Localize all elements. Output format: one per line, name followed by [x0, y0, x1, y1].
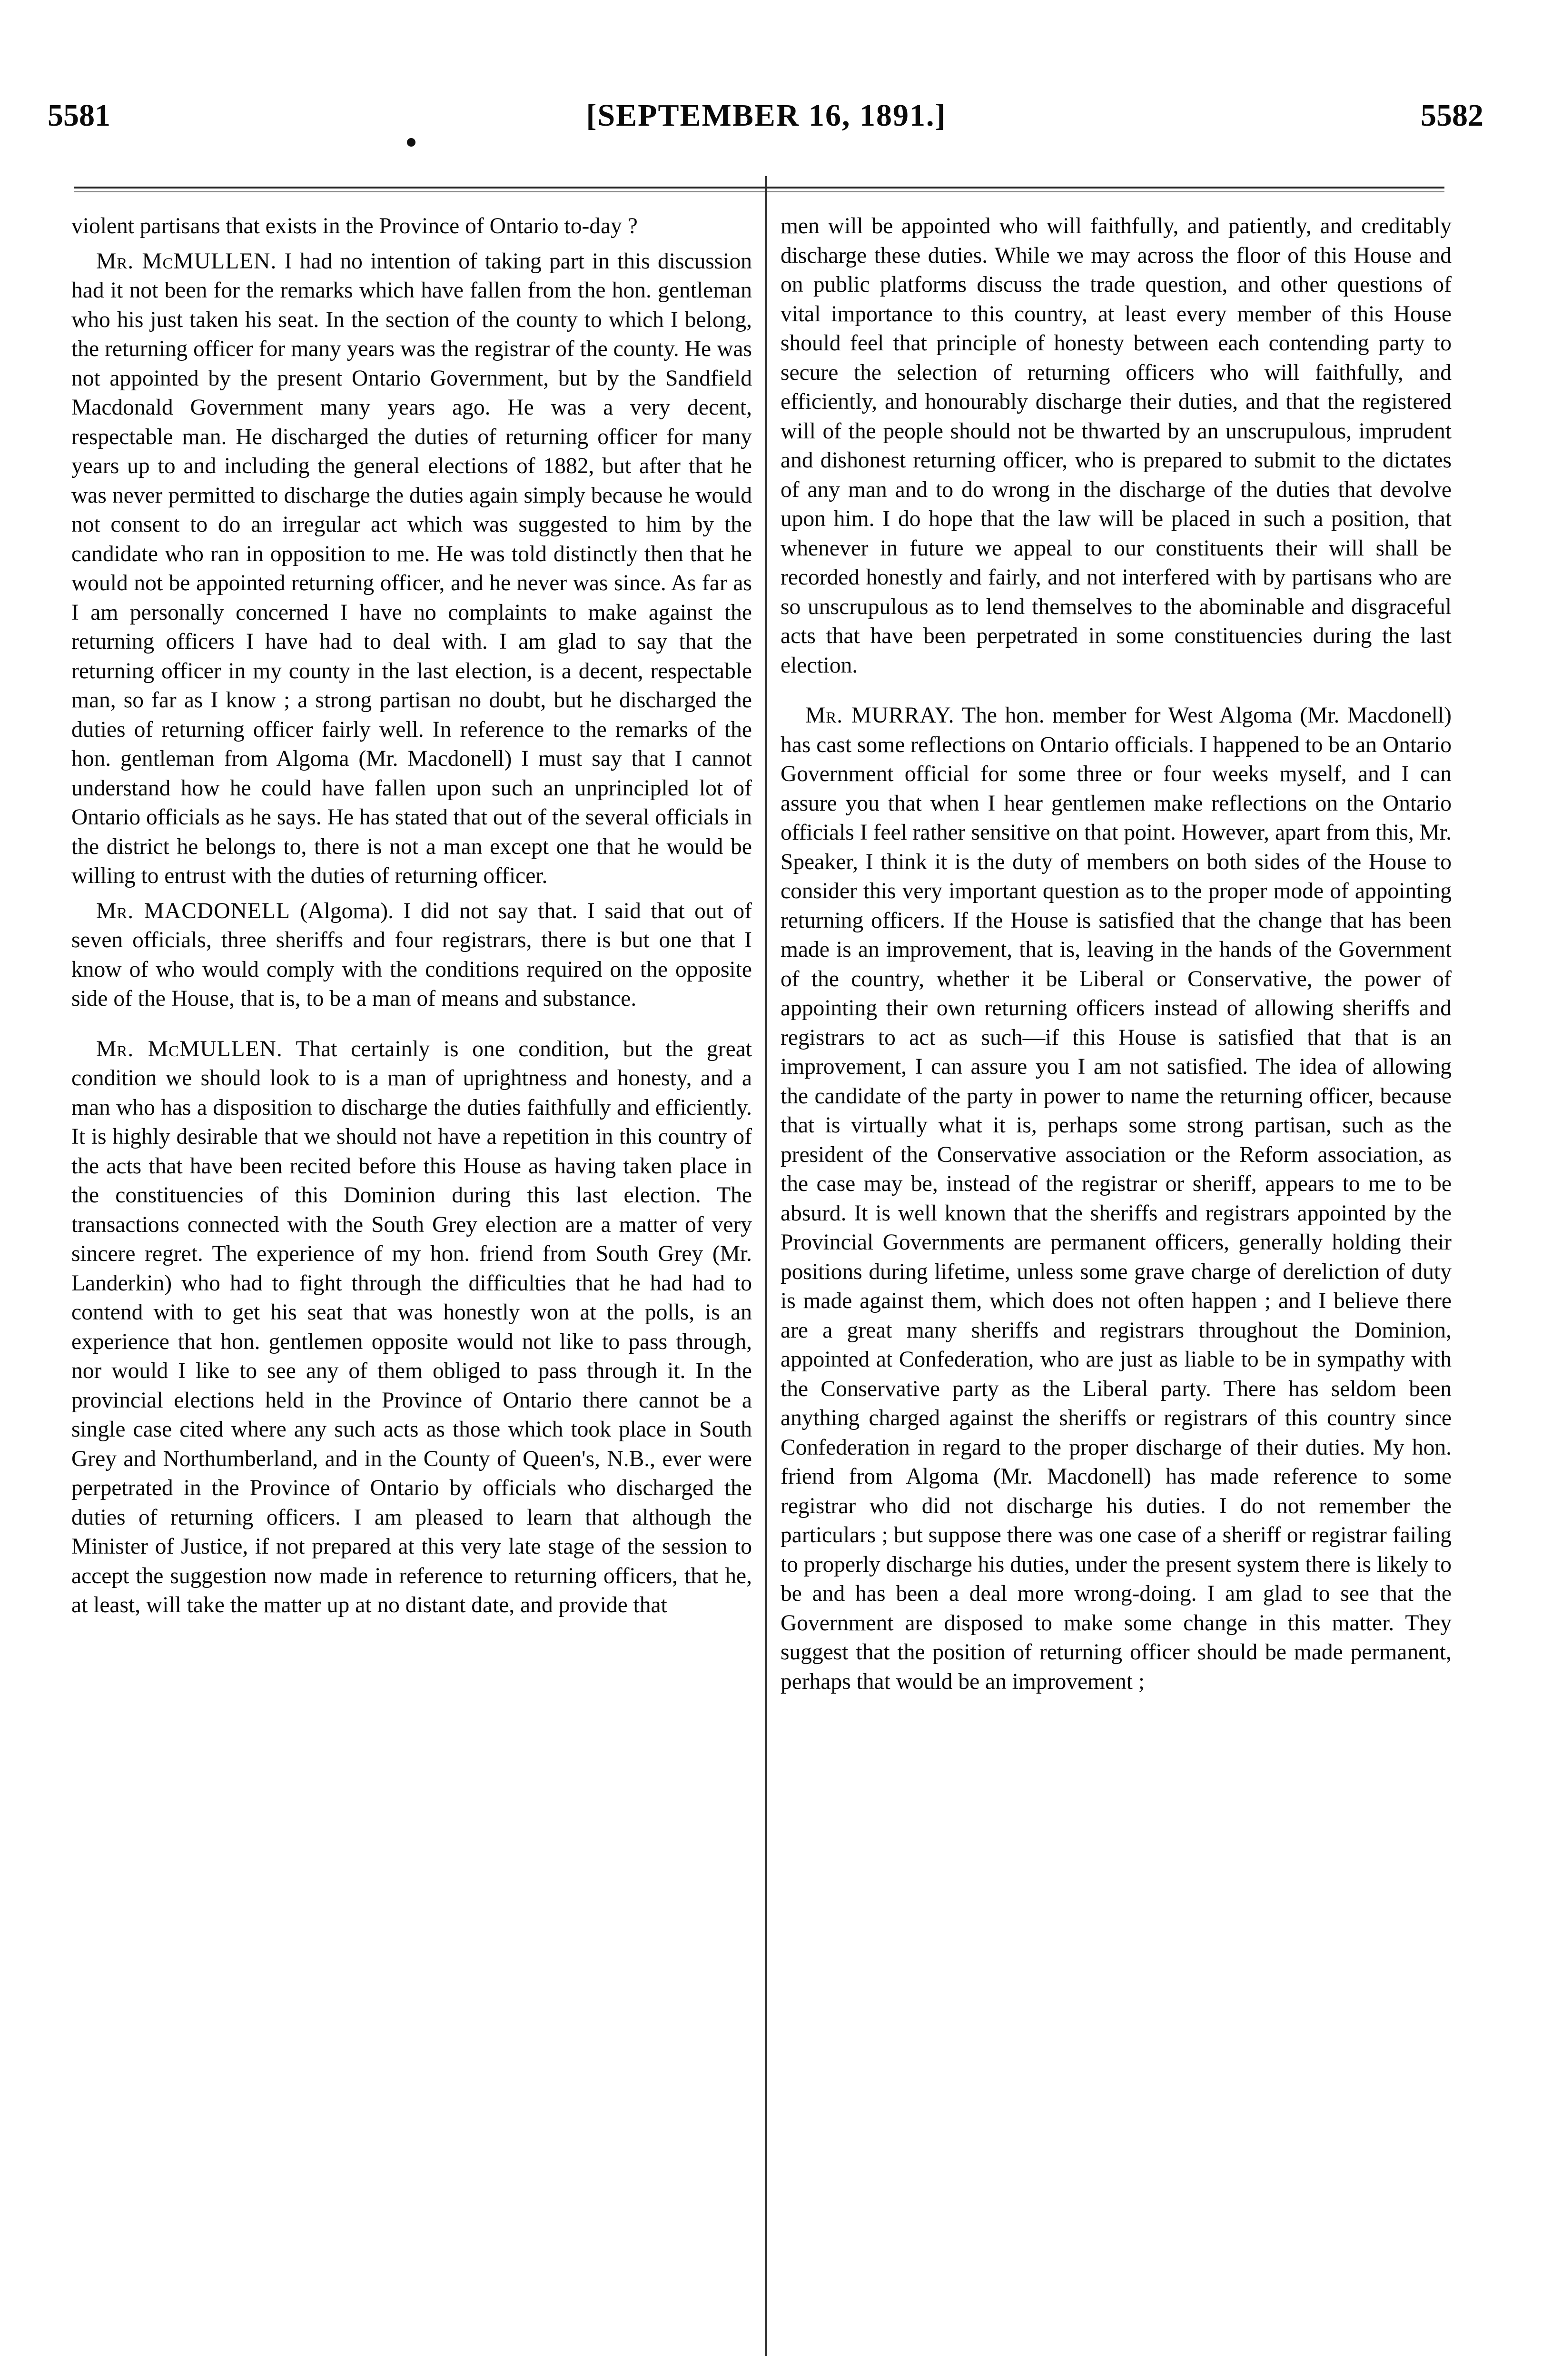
speaker-name: Mr. McMULLEN. — [96, 248, 277, 274]
page-number-left: 5581 — [48, 98, 110, 133]
paragraph — [71, 897, 752, 1014]
paragraph-text: That certainly is one condition, but the great condition we should look to is a man of uprightness and honesty, and a man who has a disposition to discharge the duties faithfully and efficiently. It is highly desirable that we should not have a repetition in this country of the acts that have been recited before this House as having taken place in the constituencies of this Dominion during this last election. The transactions connected with the South Grey election are a matter of very sincere regret. The experience of my hon. friend from South Grey (Mr. Landerkin) who had to fight through the difficulties that he had had to contend with to get his seat that was honestly won at the polls, is an experience that hon. gentlemen opposite would not like to pass through, nor would I like to see any of them obliged to pass through it. In the provincial elections held in the Province of Ontario there cannot be a single case cited where any such acts as those which took place in South Grey and Northumberland, and in the County of Queen's, N.B., ever were perpetrated in the Province of Ontario by officials who discharged the duties of returning officers. I am pleased to learn that although the Minister of Justice, if not prepared at this very late stage of the session to accept the suggestion now made in reference to returning officers, that he, at least, will take the matter up at no distant date, and provide that — [71, 1036, 752, 1617]
right-column — [781, 212, 1452, 1702]
paragraph — [71, 212, 752, 241]
paragraph — [71, 1035, 752, 1620]
paragraph-text: The hon. member for West Algoma (Mr. Macdonell) has cast some reflections on Ontario officials. I happened to be an Ontario Government official for some three or four weeks myself, and I can assure you that when I hear gentlemen make reflections on the Ontario officials I feel rather sensitive on that point. However, apart from this, Mr. Speaker, I think it is the duty of members on both sides of the House to consider this very important question as to the proper mode of appointing returning officers. If the House is satisfied that the change that has been made is an improvement, that is, leaving in the hands of the Government of the country, whether it be Liberal or Conservative, the power of appointing their own returning officers instead of allowing sheriffs and registrars to act as such—if this House is satisfied that that is an improvement, I can assure you I am not satisfied. The idea of allowing the candidate of the party in power to name the returning officer, because that is virtually what it is, perhaps some strong partisan, such as the president of the Conservative association or the Reform association, as the case may be, instead of the registrar or sheriff, appears to me to be absurd. It is well known that the sheriffs and registrars appointed by the Provincial Governments are permanent officers, generally holding their positions during lifetime, unless some grave charge of dereliction of duty is made against them, which does not often happen ; and I believe there are a great many sheriffs and registrars throughout the Dominion, appointed at Confederation, who are just as liable to be in sympathy with the Conservative party as the Liberal party. There has seldom been anything charged against the sheriffs or registrars of this country since Confederation in regard to the proper discharge of their duties. My hon. friend from Algoma (Mr. Macdonell) has made reference to some registrar who did not discharge his duties. I do not remember the particulars ; but suppose there was one case of a sheriff or registrar failing to properly discharge his duties, under the present system there is likely to be and has been a deal more wrong-doing. I am glad to see that the Government are disposed to make some change in this matter. They suggest that the position of returning officer should be made permanent, perhaps that would be an improvement ; — [781, 703, 1452, 1694]
paragraph-text: men will be appointed who will faithfully, and patiently, and creditably discharge these duties. While we may across the floor of this House and on public platforms discuss the trade question, and other questions of vital importance to this country, at least every member of this House should feel that principle of honesty between each contending party to secure the selection of returning officers who will faithfully, and efficiently, and honourably discharge their duties, and that the registered will of the people should not be thwarted by an unscrupulous, imprudent and dishonest returning officer, who is prepared to submit to the dictates of any man and to do wrong in the discharge of the duties that devolve upon him. I do hope that the law will be placed in such a position, that whenever in future we appeal to our constituents their will shall be recorded honestly and fairly, and not interfered with by partisans who are so unscrupulous as to lend themselves to the abominable and disgraceful acts that have been perpetrated in some constituencies during the last election. — [781, 214, 1452, 678]
page-header — [0, 0, 1542, 157]
paragraph-text: violent partisans that exists in the Province of Ontario to-day ? — [71, 214, 638, 238]
page-date: [SEPTEMBER 16, 1891.] — [586, 98, 947, 133]
paragraph — [781, 701, 1452, 1696]
header-dot — [407, 138, 415, 147]
header-rule-thin — [74, 191, 1444, 192]
speaker-name: Mr. McMULLEN. — [96, 1036, 283, 1061]
left-column — [71, 212, 752, 1626]
column-divider — [765, 176, 767, 2356]
paragraph-text: I had no intention of taking part in this discussion had it not been for the remarks which have fallen from the hon. gentleman who his just taken his seat. In the section of the county to which I belong, the returning officer for many years was the registrar of the county. He was not appointed by the present Ontario Government, but by the Sandfield Macdonald Government many years ago. He was a very decent, respectable man. He discharged the duties of returning officer for many years up to and including the general elections of 1882, but after that he was never permitted to discharge the duties again simply because he would not consent to do an irregular act which was suggested to him by the candidate who ran in opposition to me. He was told distinctly then that he would not be appointed returning officer, and he never was since. As far as I am personally concerned I have no complaints to make against the returning officers I have had to deal with. I am glad to say that the returning officer in my county in the last election, is a decent, respectable man, so far as I know ; a strong partisan no doubt, but he discharged the duties of returning officer fairly well. In reference to the remarks of the hon. gentleman from Algoma (Mr. Macdonell) I must say that I cannot understand how he could have fallen upon such an unprincipled lot of Ontario officials as he says. He has stated that out of the several officials in the district he belongs to, there is not a man except one that he would be willing to entrust with the duties of returning officer. — [71, 248, 752, 888]
header-rule — [74, 187, 1444, 188]
paragraph — [71, 247, 752, 891]
speaker-name: Mr. MURRAY. — [805, 703, 955, 728]
paragraph-text: (Algoma). I did not say that. I said that out of seven officials, three sheriffs and four registrars, there is but one that I know of who would comply with the conditions required on the opposite side of the House, that is, to be a man of means and substance. — [71, 898, 752, 1011]
speaker-name: Mr. MACDONELL — [96, 898, 290, 923]
page-number-right: 5582 — [1421, 98, 1483, 133]
paragraph — [781, 212, 1452, 680]
